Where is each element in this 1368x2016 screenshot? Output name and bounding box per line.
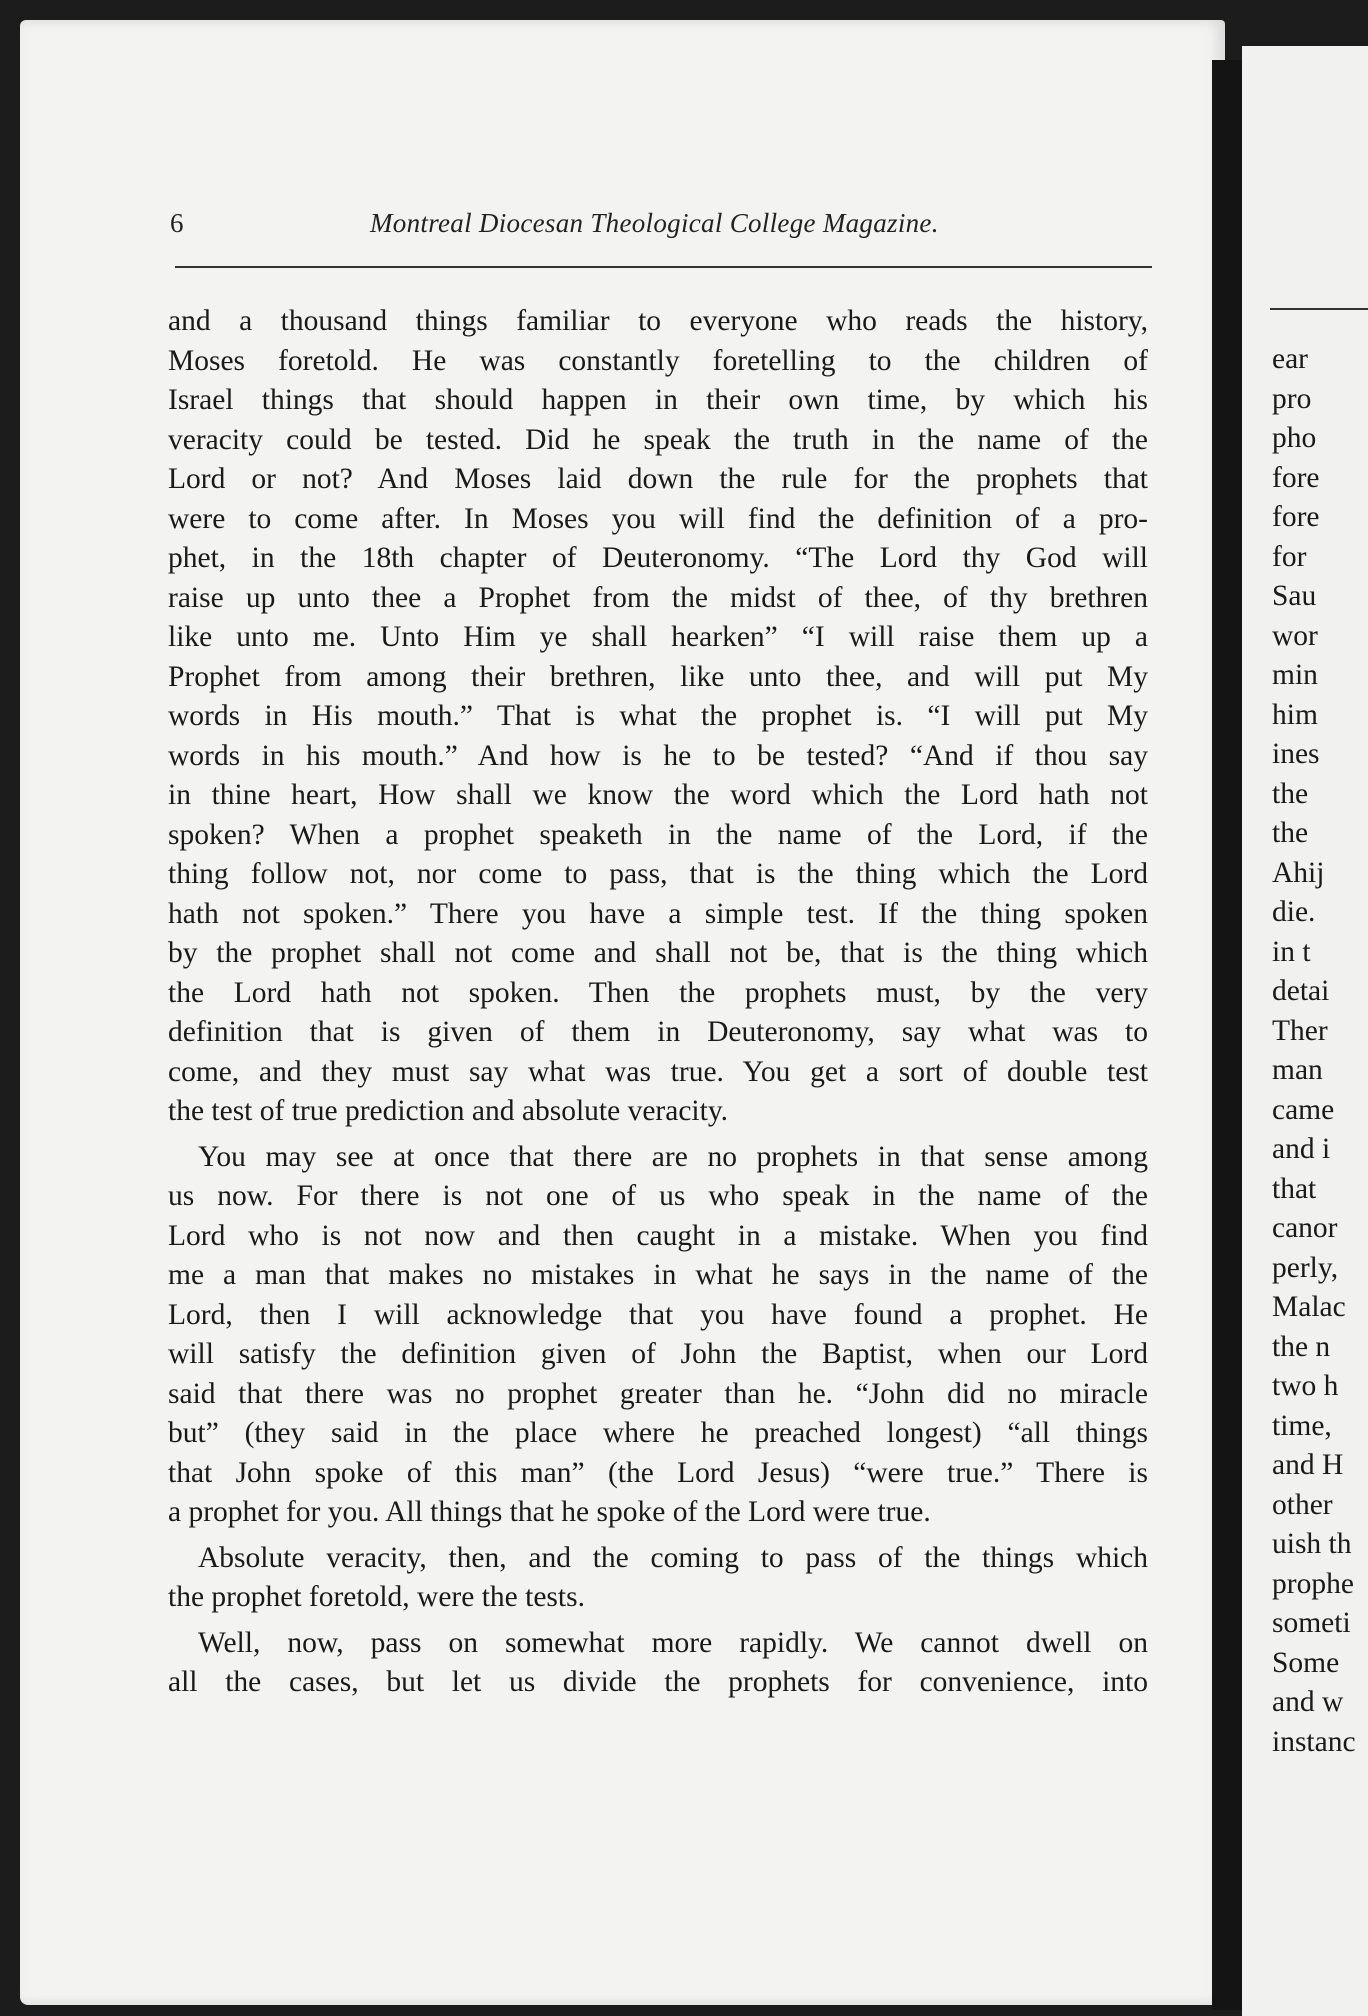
right-page-line-fragment: other: [1272, 1488, 1333, 1521]
right-page-line-fragment: and H: [1272, 1449, 1344, 1481]
text-line: Absolute veracity, then, and the coming to pass of the things which: [198, 1541, 1148, 1574]
right-page-line-fragment: ines: [1272, 738, 1320, 770]
right-page-line-fragment: the: [1272, 777, 1309, 810]
text-line: said that there was no prophet greater than he. “John did no miracle: [168, 1377, 1148, 1410]
right-page-rule: [1270, 308, 1368, 310]
right-page-line-fragment: and w: [1272, 1686, 1344, 1718]
text-line: Lord or not? And Moses laid down the rule for the prophets that: [168, 463, 1148, 495]
text-line: all the cases, but let us divide the prophets for convenience, into: [168, 1666, 1148, 1698]
text-line: the Lord hath not spoken. Then the prophets must, by the very: [168, 976, 1148, 1009]
text-line: hath not spoken.” There you have a simple test. If the thing spoken: [168, 897, 1148, 930]
right-page-line-fragment: time,: [1272, 1409, 1332, 1442]
text-line: Lord who is not now and then caught in a mistake. When you find: [168, 1219, 1148, 1252]
right-page-line-fragment: for: [1272, 540, 1307, 573]
text-line: will satisfy the definition given of John the Baptist, when our Lord: [168, 1338, 1148, 1370]
text-line: veracity could be tested. Did he speak the truth in the name of the: [168, 423, 1148, 456]
right-page-line-fragment: uish th: [1272, 1528, 1352, 1560]
text-line: words in his mouth.” And how is he to be tested? “And if thou say: [168, 739, 1148, 772]
right-page-line-fragment: canor: [1272, 1212, 1338, 1244]
text-line: spoken? When a prophet speaketh in the name of the Lord, if the: [168, 818, 1148, 851]
right-page-line-fragment: someti: [1272, 1607, 1351, 1639]
right-page-line-fragment: the: [1272, 817, 1309, 849]
right-page-line-fragment: two h: [1272, 1370, 1339, 1402]
right-page-line-fragment: fore: [1272, 461, 1320, 494]
right-page-line-fragment: Malac: [1272, 1291, 1346, 1323]
right-page-line-fragment: ear: [1272, 343, 1309, 375]
text-line: raise up unto thee a Prophet from the midst of thee, of thy brethren: [168, 581, 1148, 614]
right-page-line-fragment: and i: [1272, 1133, 1331, 1165]
book-gutter: [1212, 60, 1242, 2010]
right-page-line-fragment: came: [1272, 1093, 1335, 1126]
text-line: Prophet from among their brethren, like unto thee, and will put My: [168, 660, 1148, 693]
article-body: [168, 302, 1148, 1703]
running-head: [170, 208, 1152, 248]
text-line: phet, in the 18th chapter of Deuteronomy. “The Lord thy God will: [168, 542, 1148, 574]
text-line: come, and they must say what was true. You get a sort of double test: [168, 1055, 1148, 1088]
right-page-line-fragment: man: [1272, 1054, 1323, 1086]
right-page-line-fragment: wor: [1272, 619, 1318, 652]
journal-title: Montreal Diocesan Theological College Magazine.: [370, 208, 939, 238]
right-page-line-fragment: in t: [1272, 935, 1311, 968]
right-page-line-fragment: Sau: [1272, 580, 1317, 612]
text-line: Israel things that should happen in their own time, by which his: [168, 384, 1148, 416]
right-page-line-fragment: the n: [1272, 1330, 1331, 1363]
text-line: definition that is given of them in Deuteronomy, say what was to: [168, 1016, 1148, 1048]
text-line: the test of true prediction and absolute veracity.: [168, 1095, 729, 1127]
right-page-line-fragment: prophe: [1272, 1567, 1354, 1600]
text-line: Well, now, pass on somewhat more rapidly. We cannot dwell on: [198, 1626, 1148, 1659]
right-page-line-fragment: Ahij: [1272, 856, 1325, 889]
text-line: in thine heart, How shall we know the word which the Lord hath not: [168, 779, 1148, 811]
text-line: but” (they said in the place where he preached longest) “all things: [168, 1417, 1148, 1449]
text-line: Moses foretold. He was constantly foretelling to the children of: [168, 344, 1148, 377]
text-line: were to come after. In Moses you will find the definition of a pro-: [168, 502, 1148, 535]
right-page-text: [1272, 340, 1368, 1762]
right-page-line-fragment: min: [1272, 659, 1318, 691]
text-line: like unto me. Unto Him ye shall hearken” “I will raise them up a: [168, 621, 1148, 653]
right-page-line-fragment: him: [1272, 698, 1318, 731]
right-page-line-fragment: pho: [1272, 422, 1317, 454]
right-page-line-fragment: perly,: [1272, 1251, 1339, 1284]
text-line: You may see at once that there are no prophets in that sense among: [198, 1140, 1148, 1173]
text-line: and a thousand things familiar to everyone who reads the history,: [168, 305, 1148, 337]
right-page-line-fragment: fore: [1272, 501, 1320, 533]
text-line: thing follow not, nor come to pass, that is the thing which the Lord: [168, 858, 1148, 890]
page-number: 6: [170, 208, 184, 238]
right-page-line-fragment: detai: [1272, 975, 1330, 1007]
right-page-line-fragment: instanc: [1272, 1725, 1356, 1758]
right-page-line-fragment: pro: [1272, 382, 1312, 415]
right-page-line-fragment: die.: [1272, 896, 1316, 928]
right-page-line-fragment: Some: [1272, 1646, 1340, 1679]
text-line: that John spoke of this man” (the Lord Jesus) “were true.” There is: [168, 1456, 1148, 1489]
right-page-line-fragment: that: [1272, 1172, 1317, 1205]
text-line: us now. For there is not one of us who speak in the name of the: [168, 1180, 1148, 1212]
text-line: by the prophet shall not come and shall not be, that is the thing which: [168, 937, 1148, 969]
text-line: a prophet for you. All things that he spoke of the Lord were true.: [168, 1496, 931, 1528]
text-line: Lord, then I will acknowledge that you have found a prophet. He: [168, 1298, 1148, 1331]
right-page-line-fragment: Ther: [1272, 1014, 1328, 1047]
text-line: the prophet foretold, were the tests.: [168, 1581, 585, 1613]
text-line: words in His mouth.” That is what the prophet is. “I will put My: [168, 700, 1148, 732]
text-line: me a man that makes no mistakes in what he says in the name of the: [168, 1259, 1148, 1291]
header-rule: [175, 266, 1152, 268]
